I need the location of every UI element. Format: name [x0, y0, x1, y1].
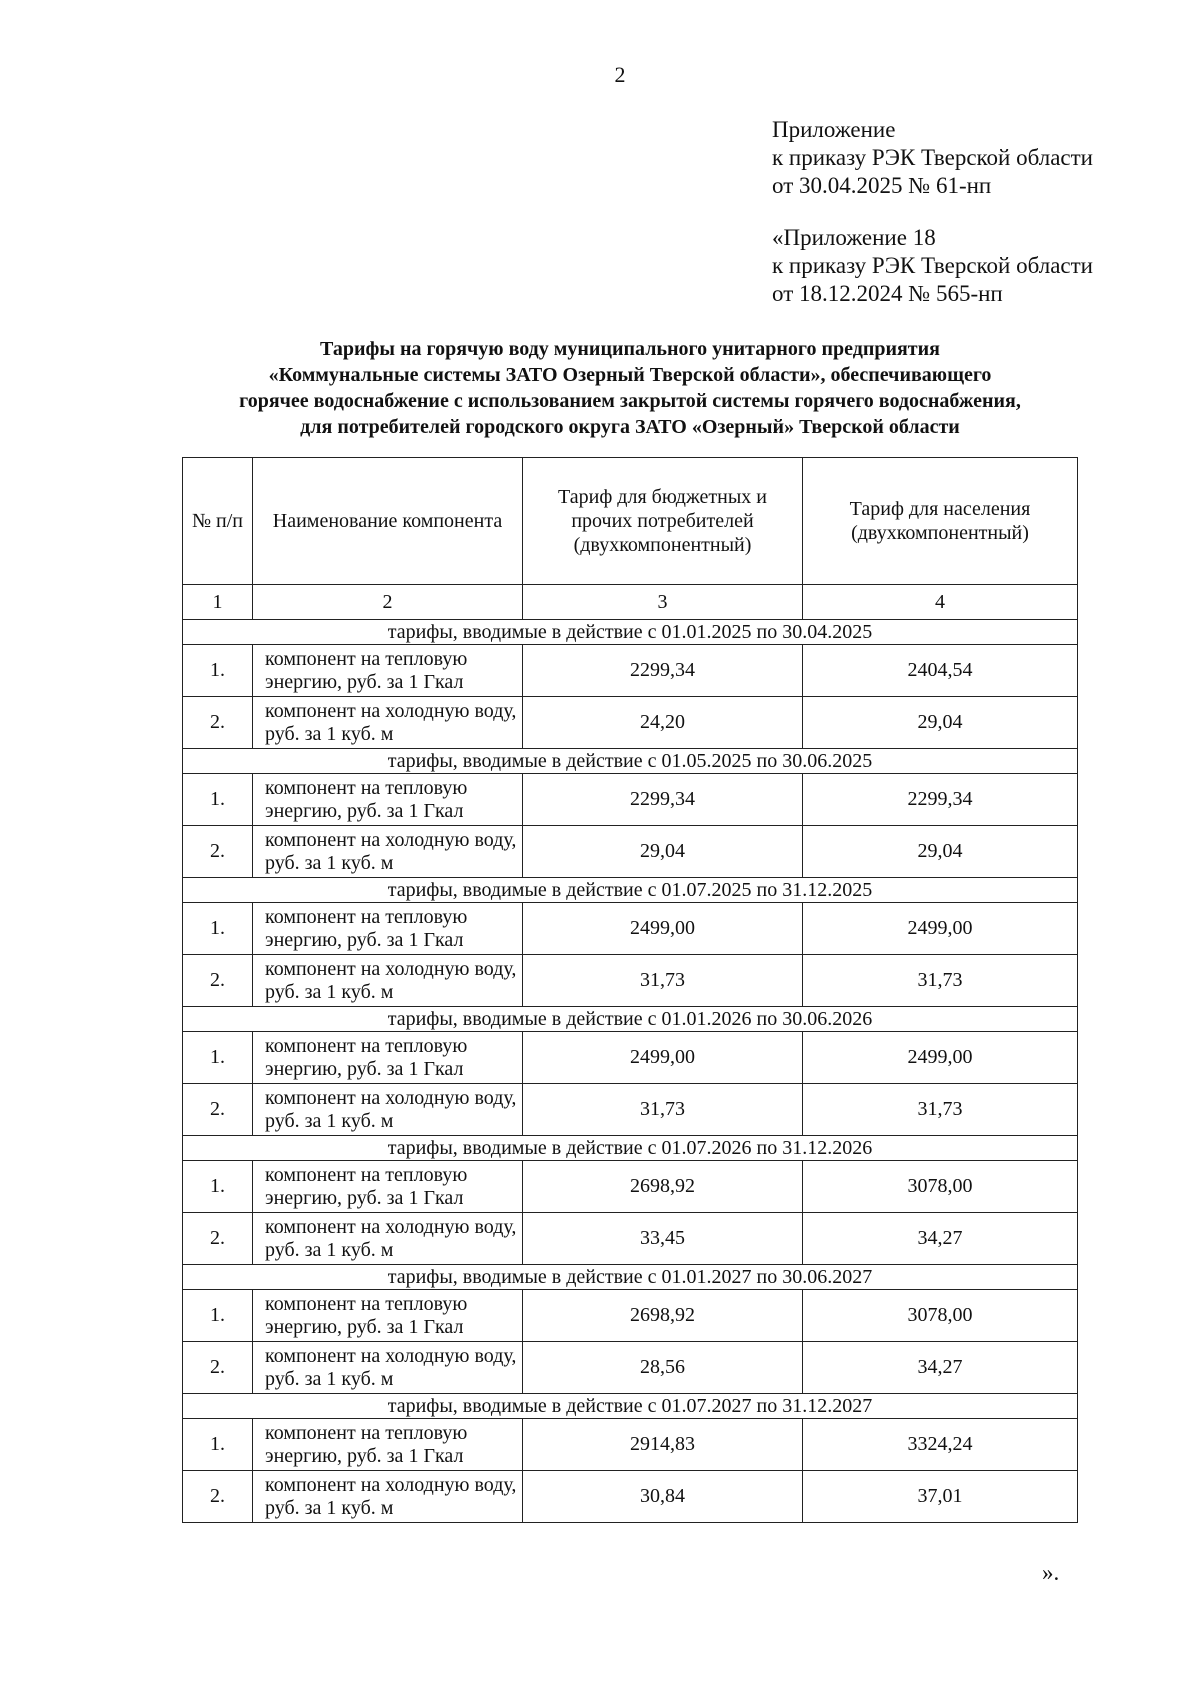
row-number: 2.: [183, 826, 253, 878]
row-number: 2.: [183, 1213, 253, 1265]
population-tariff: 2499,00: [803, 1032, 1078, 1084]
header-num: № п/п: [183, 458, 253, 585]
period-row: [183, 1265, 1078, 1290]
population-tariff: 29,04: [803, 826, 1078, 878]
appendix-previous: [772, 224, 1093, 308]
row-number: 1.: [183, 1419, 253, 1471]
population-tariff: 2404,54: [803, 645, 1078, 697]
table-row: [183, 1342, 1078, 1394]
title-line: горячее водоснабжение с использованием закрытой системы горячего водоснабжения,: [239, 390, 1021, 412]
budget-tariff: 2299,34: [523, 645, 803, 697]
budget-tariff: 2914,83: [523, 1419, 803, 1471]
table-row: [183, 903, 1078, 955]
period-label: тарифы, вводимые в действие с 01.07.2026 по 31.12.2026: [183, 1136, 1078, 1161]
page-number: 2: [614, 62, 626, 87]
appendix-line: от 30.04.2025 № 61-нп: [772, 173, 992, 198]
column-number: 2: [253, 585, 523, 620]
table-row: [183, 1213, 1078, 1265]
period-row: [183, 878, 1078, 903]
tariff-table-body: [183, 620, 1078, 1523]
population-tariff: 3078,00: [803, 1161, 1078, 1213]
component-name: компонент на тепловую энергию, руб. за 1 Гкал: [253, 903, 523, 955]
table-row: [183, 697, 1078, 749]
period-row: [183, 1394, 1078, 1419]
population-tariff: 3078,00: [803, 1290, 1078, 1342]
document-title: [150, 336, 1110, 440]
table-row: [183, 1419, 1078, 1471]
population-tariff: 3324,24: [803, 1419, 1078, 1471]
period-label: тарифы, вводимые в действие с 01.01.2026 по 30.06.2026: [183, 1007, 1078, 1032]
appendix-line: к приказу РЭК Тверской области: [772, 253, 1093, 278]
period-label: тарифы, вводимые в действие с 01.05.2025 по 30.06.2025: [183, 749, 1078, 774]
component-name: компонент на тепловую энергию, руб. за 1 Гкал: [253, 1032, 523, 1084]
row-number: 1.: [183, 645, 253, 697]
row-number: 2.: [183, 955, 253, 1007]
row-number: 1.: [183, 774, 253, 826]
row-number: 1.: [183, 1032, 253, 1084]
budget-tariff: 29,04: [523, 826, 803, 878]
appendix-line: от 18.12.2024 № 565-нп: [772, 281, 1003, 306]
period-row: [183, 749, 1078, 774]
component-name: компонент на холодную воду, руб. за 1 куб. м: [253, 826, 523, 878]
header-name: Наименование компонента: [253, 458, 523, 585]
table-row: [183, 774, 1078, 826]
component-name: компонент на тепловую энергию, руб. за 1 Гкал: [253, 1290, 523, 1342]
row-number: 2.: [183, 1342, 253, 1394]
title-line: для потребителей городского округа ЗАТО «Озерный» Тверской области: [300, 416, 960, 438]
period-row: [183, 1007, 1078, 1032]
population-tariff: 34,27: [803, 1342, 1078, 1394]
budget-tariff: 30,84: [523, 1471, 803, 1523]
component-name: компонент на холодную воду, руб. за 1 куб. м: [253, 955, 523, 1007]
budget-tariff: 2698,92: [523, 1161, 803, 1213]
appendix-current: [772, 116, 1093, 200]
header-row: [183, 458, 1078, 585]
title-line: Тарифы на горячую воду муниципального унитарного предприятия: [320, 338, 940, 360]
period-row: [183, 1136, 1078, 1161]
budget-tariff: 31,73: [523, 955, 803, 1007]
row-number: 1.: [183, 1290, 253, 1342]
column-number: 4: [803, 585, 1078, 620]
population-tariff: 31,73: [803, 955, 1078, 1007]
component-name: компонент на холодную воду, руб. за 1 куб. м: [253, 1084, 523, 1136]
population-tariff: 37,01: [803, 1471, 1078, 1523]
column-number: 1: [183, 585, 253, 620]
budget-tariff: 28,56: [523, 1342, 803, 1394]
budget-tariff: 2499,00: [523, 903, 803, 955]
table-row: [183, 1290, 1078, 1342]
population-tariff: 2299,34: [803, 774, 1078, 826]
population-tariff: 29,04: [803, 697, 1078, 749]
appendix-line: «Приложение 18: [772, 225, 936, 250]
component-name: компонент на тепловую энергию, руб. за 1 Гкал: [253, 1161, 523, 1213]
row-number: 1.: [183, 903, 253, 955]
closing-mark: ».: [1042, 1560, 1060, 1585]
header-budget: Тариф для бюджетных и прочих потребителей (двухкомпонентный): [523, 458, 803, 585]
population-tariff: 31,73: [803, 1084, 1078, 1136]
population-tariff: 2499,00: [803, 903, 1078, 955]
row-number: 2.: [183, 1084, 253, 1136]
table-row: [183, 645, 1078, 697]
component-name: компонент на холодную воду, руб. за 1 куб. м: [253, 697, 523, 749]
table-row: [183, 1084, 1078, 1136]
component-name: компонент на холодную воду, руб. за 1 куб. м: [253, 1471, 523, 1523]
appendix-line: Приложение: [772, 117, 896, 142]
component-name: компонент на тепловую энергию, руб. за 1 Гкал: [253, 645, 523, 697]
period-label: тарифы, вводимые в действие с 01.07.2027 по 31.12.2027: [183, 1394, 1078, 1419]
row-number: 2.: [183, 1471, 253, 1523]
tariff-table: [182, 457, 1078, 1523]
column-number-row: [183, 585, 1078, 620]
budget-tariff: 24,20: [523, 697, 803, 749]
component-name: компонент на тепловую энергию, руб. за 1 Гкал: [253, 1419, 523, 1471]
budget-tariff: 2299,34: [523, 774, 803, 826]
table-row: [183, 826, 1078, 878]
row-number: 1.: [183, 1161, 253, 1213]
period-label: тарифы, вводимые в действие с 01.01.2025 по 30.04.2025: [183, 620, 1078, 645]
budget-tariff: 2499,00: [523, 1032, 803, 1084]
header-population: Тариф для населения (двухкомпонентный): [803, 458, 1078, 585]
appendix-line: к приказу РЭК Тверской области: [772, 145, 1093, 170]
budget-tariff: 31,73: [523, 1084, 803, 1136]
component-name: компонент на холодную воду, руб. за 1 куб. м: [253, 1342, 523, 1394]
budget-tariff: 2698,92: [523, 1290, 803, 1342]
period-label: тарифы, вводимые в действие с 01.01.2027 по 30.06.2027: [183, 1265, 1078, 1290]
period-row: [183, 620, 1078, 645]
table-row: [183, 955, 1078, 1007]
row-number: 2.: [183, 697, 253, 749]
column-number: 3: [523, 585, 803, 620]
component-name: компонент на тепловую энергию, руб. за 1 Гкал: [253, 774, 523, 826]
table-row: [183, 1032, 1078, 1084]
table-row: [183, 1161, 1078, 1213]
period-label: тарифы, вводимые в действие с 01.07.2025 по 31.12.2025: [183, 878, 1078, 903]
component-name: компонент на холодную воду, руб. за 1 куб. м: [253, 1213, 523, 1265]
budget-tariff: 33,45: [523, 1213, 803, 1265]
table-row: [183, 1471, 1078, 1523]
title-line: «Коммунальные системы ЗАТО Озерный Тверской области», обеспечивающего: [268, 364, 992, 386]
population-tariff: 34,27: [803, 1213, 1078, 1265]
